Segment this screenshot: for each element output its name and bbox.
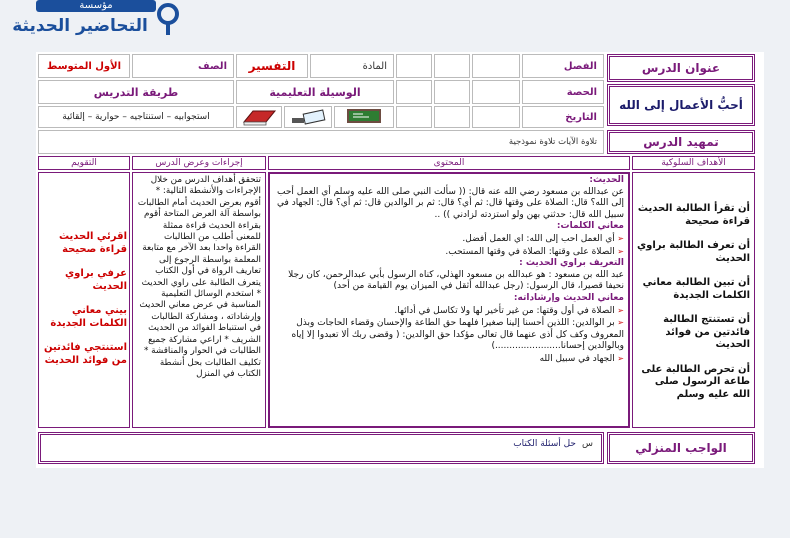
projector-icon bbox=[290, 109, 326, 125]
homework-marker: س bbox=[582, 439, 593, 449]
evaluation-column bbox=[38, 172, 130, 428]
word-meaning-2: ➢ الصلاة على وقتها: الصلاة في وقتها المستحب. bbox=[276, 246, 624, 259]
objective-item: أن تحرص الطالبة على طاعة الرسول صلى الله عليه وسلم bbox=[641, 363, 750, 400]
grade-value: الأول المتوسط bbox=[38, 54, 130, 78]
tool-whiteboard-cell bbox=[334, 106, 394, 128]
evaluation-list bbox=[43, 231, 127, 379]
method-value: استجوابيه – استنتاجيه – حوارية – إلقائية bbox=[38, 106, 234, 128]
logo-mark-icon bbox=[154, 2, 182, 36]
content-column bbox=[268, 172, 630, 428]
objectives-header: الأهداف السلوكية bbox=[632, 156, 755, 170]
method-label: طريقة التدريس bbox=[38, 80, 234, 104]
evaluation-header: التقويم bbox=[38, 156, 130, 170]
homework-value: حل أسئلة الكتاب bbox=[513, 439, 576, 449]
chapter-cell-3 bbox=[396, 54, 432, 78]
whiteboard-icon bbox=[347, 109, 381, 125]
date-cell-2 bbox=[434, 106, 470, 128]
date-cell-1 bbox=[472, 106, 520, 128]
logo-subtitle: مؤسسة bbox=[36, 0, 156, 12]
narrator-text: عبد الله بن مسعود : هو عبدالله بن مسعود الهذلي، كناه الرسول بأبي عبدالرحمن، كان رجلا نحيفا قصيرا، قال الرسول: (رجل عبدالله أثقل في الميزان يوم القيامة من أحد) bbox=[288, 269, 624, 292]
content-body bbox=[276, 175, 624, 366]
subject-label: المادة bbox=[310, 54, 394, 78]
period-cell-2 bbox=[434, 80, 470, 104]
lesson-title-value: أحبُّ الأعمال إلى الله bbox=[607, 84, 755, 126]
lesson-title-label: عنوان الدرس bbox=[607, 54, 755, 82]
guidance-3: ➢ الجهاد في سبيل الله bbox=[276, 353, 624, 366]
chapter-label: الفصل bbox=[522, 54, 604, 78]
period-cell-1 bbox=[472, 80, 520, 104]
evaluation-item: استنتجي فائدتين من فوائد الحديث bbox=[44, 342, 127, 366]
tools-label: الوسيلة التعليمية bbox=[236, 80, 394, 104]
content-header: المحتوى bbox=[268, 156, 630, 170]
procedures-text: تتحقق أهداف الدرس من خلال الإجراءات والأنشطة التالية: * أقوم بعرض الحديث أمام الطالبات بواسطة آلة العرض المتاحة أقوم بقراءة الحديث قراءة ممثلة للمعنى أطلب من الطالبات القراءة واحدا بعد الآخر مع متابعة المعلمة بواسطة الرجوع إلى تعاريف الرواة في أول الكتاب يتعرف الطالبة على راوي الحديث * استخدم الوسائل التعليمية المناسبة في عرض معاني الحديث وإرشاداته ، ومشاركة الطالبات في استنباط الفوائد من الحديث الشريف * اراعي مشاركة جميع الطالبات في الحوار والمناقشة * تكليف الطالبات بحل أنشطة الكتاب في المنزل bbox=[137, 175, 261, 379]
word-meaning-1: ➢ أي العمل احب إلى الله: اي العمل أفضل. bbox=[276, 233, 624, 246]
homework-label: الواجب المنزلي bbox=[607, 432, 755, 464]
lesson-plan-sheet bbox=[36, 52, 764, 468]
period-cell-3 bbox=[396, 80, 432, 104]
guidance-title: معاني الحديث وإرشاداته: bbox=[513, 292, 624, 303]
chapter-cell-2 bbox=[434, 54, 470, 78]
objective-item: أن تعرف الطالبة براوي الحديث bbox=[636, 240, 750, 264]
date-label: التاريخ bbox=[522, 106, 604, 128]
objectives-column bbox=[632, 172, 755, 428]
subject-value: التفسير bbox=[236, 54, 308, 78]
objective-item: أن تبين الطالبة معاني الكلمات الجديدة bbox=[642, 277, 750, 301]
objectives-list bbox=[637, 203, 750, 413]
tool-book-cell bbox=[236, 106, 282, 128]
logo bbox=[2, 0, 182, 46]
evaluation-item: اقرئي الحديث قراءة صحيحة bbox=[58, 231, 127, 255]
procedures-header: إجراءات وعرض الدرس bbox=[132, 156, 266, 170]
hadith-title: الحديث: bbox=[589, 175, 624, 185]
narrator-title: التعريف براوي الحديث : bbox=[519, 258, 624, 269]
period-label: الحصة bbox=[522, 80, 604, 104]
evaluation-item: بيني معاني الكلمات الجديدة bbox=[50, 305, 127, 329]
book-icon bbox=[241, 108, 277, 126]
intro-value: تلاوة الآيات تلاوة نموذجية bbox=[38, 130, 604, 154]
homework-value-box bbox=[38, 432, 604, 464]
procedures-column bbox=[132, 172, 266, 428]
chapter-cell-1 bbox=[472, 54, 520, 78]
logo-title: التحاضير الحديثة bbox=[12, 16, 148, 36]
objective-item: أن تقرأ الطالبة الحديث قراءة صحيحة bbox=[637, 203, 750, 227]
grade-label: الصف bbox=[132, 54, 234, 78]
words-title: معاني الكلمات: bbox=[556, 221, 624, 232]
evaluation-item: عرفي براوي الحديث bbox=[65, 268, 127, 292]
tool-projector-cell bbox=[284, 106, 332, 128]
date-cell-3 bbox=[396, 106, 432, 128]
intro-label: تمهيد الدرس bbox=[607, 130, 755, 154]
guidance-2: ➢ بر الوالدين: اللذين أحسنا إلينا صغيرا فلهما حق الطاعة والإحسان وقضاء الحاجات وبذل المعروف وكف كل أذى عنهما قال تعالى مؤكدا حق الوالدين: ( وقضى ربك ألا تعبدوا إلا إياه وبالوالدين إحسانا.......................) bbox=[276, 317, 624, 353]
guidance-1: ➢ الصلاة في أول وقتها: من غير تأخير لها ولا تكاسل في أدائها. bbox=[276, 305, 624, 318]
hadith-text: عن عبدالله بن مسعود رضي الله عنه قال: (( سألت النبي صلى الله عليه وسلم أي العمل أحب إلى الله؟ قال: الصلاة على وقتها قال: ثم أي؟ قال: ثم بر الوالدين قال: ثم أي؟ قال: الجهاد في سبيل الله قال: حدثني بهن ولو استزدته لزادني )) .. bbox=[276, 186, 624, 220]
objective-item: أن تستنتج الطالبة فائدتين من فوائد الحديث bbox=[663, 314, 750, 350]
